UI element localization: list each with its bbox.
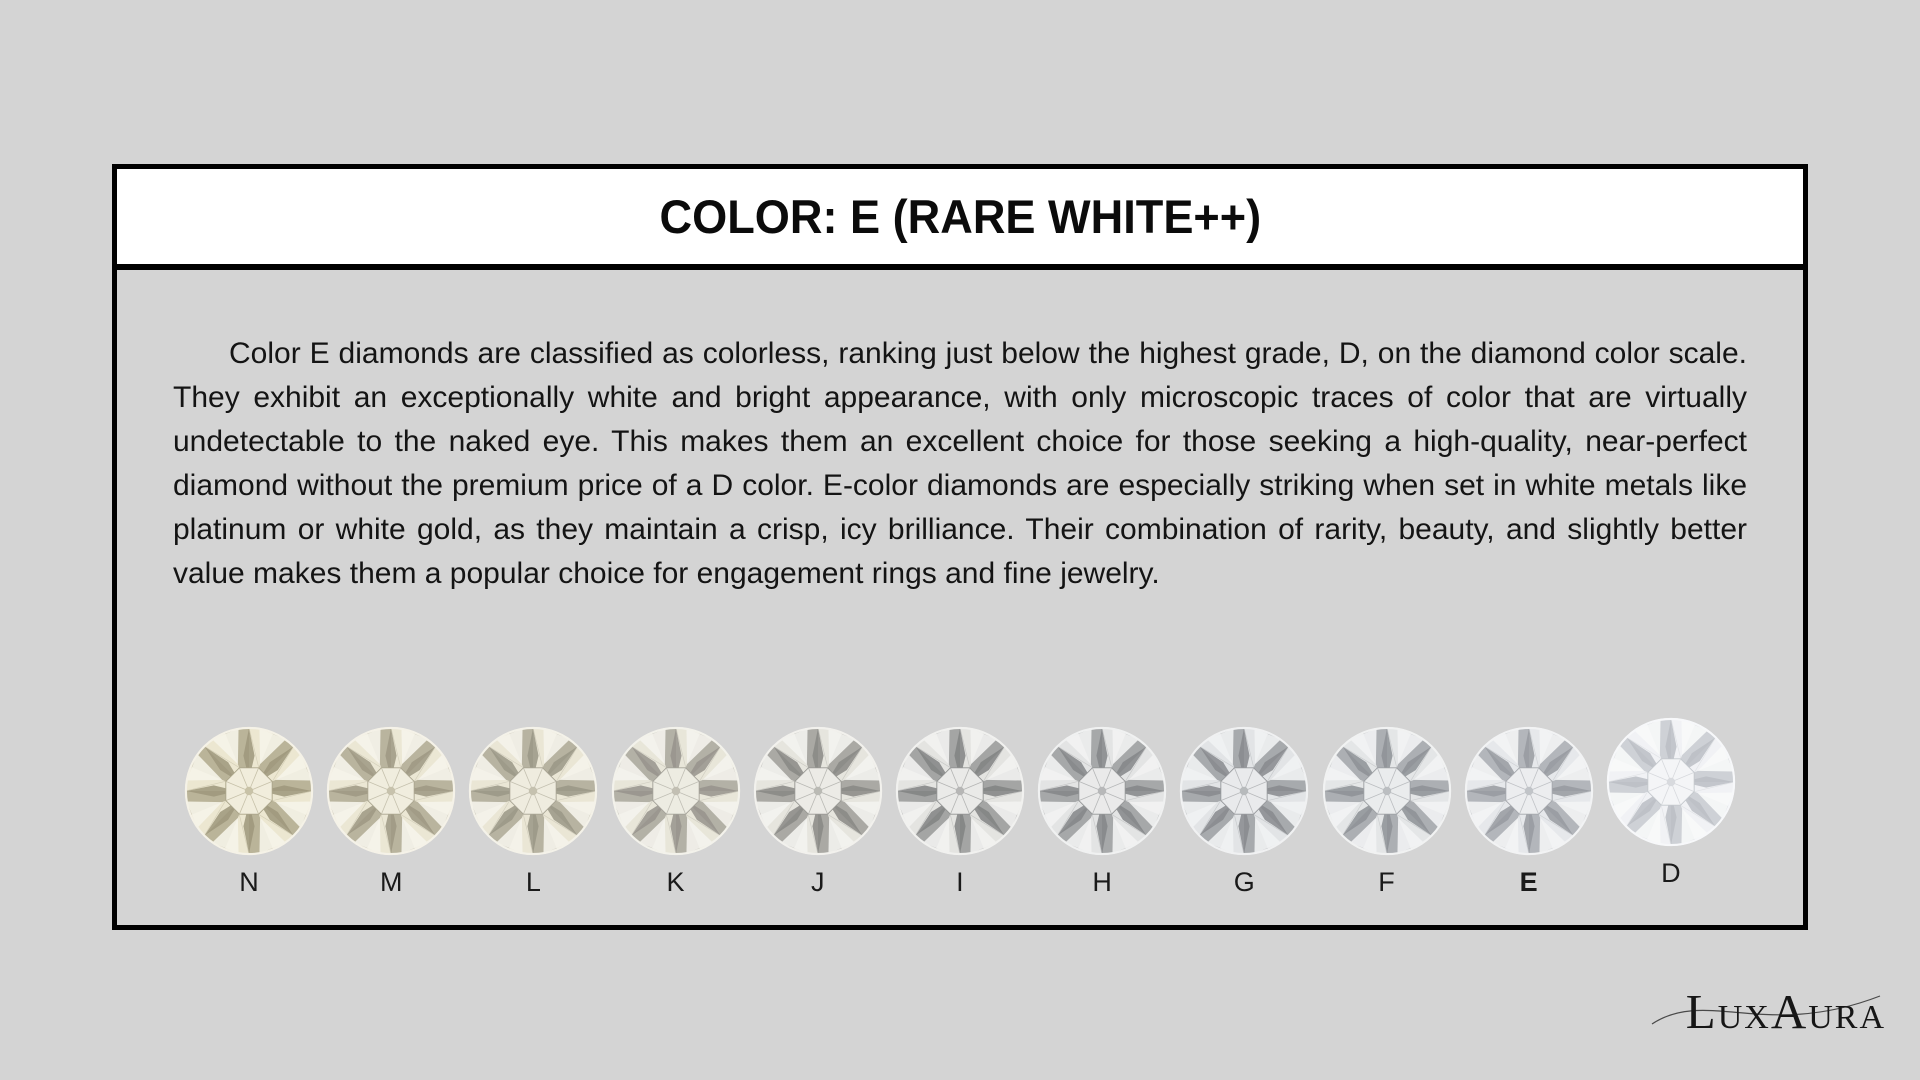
grade-label-N: N [239,867,259,897]
diamond-gem-M [325,725,457,857]
grade-item-K [610,725,742,898]
grade-label-L: L [525,867,541,897]
brand-logo-text: LuxAura [1685,984,1886,1039]
diamond-gem-F [1321,725,1453,857]
diamond-gem-L [467,725,599,857]
color-scale-row [183,725,1737,898]
grade-label-I: I [956,867,964,897]
diamond-gem-J [752,725,884,857]
description-text: Color E diamonds are classified as colorless, ranking just below the highest grade, D, on the diamond color scale. They exhibit an exceptionally white and bright appearance, with only microscopic traces of color that are virtually undetectable to the naked eye. This makes them an excellent choice for those seeking a high-quality, near-perfect diamond without the premium price of a D color. E-color diamonds are especially striking when set in white metals like platinum or white gold, as they maintain a crisp, icy brilliance. Their combination of rarity, beauty, and slightly better value makes them a popular choice for engagement rings and fine jewelry. [173,337,1747,590]
grade-label-M: M [379,867,403,897]
grade-label-H: H [1092,867,1112,897]
grade-label-J: J [811,867,825,897]
grade-item-E [1463,725,1595,898]
grade-item-N [183,725,315,898]
grade-item-H [1036,725,1168,898]
diamond-gem-N [183,725,315,857]
grade-label-D: D [1661,858,1681,888]
diamond-gem-K [610,725,742,857]
diamond-gem-I [894,725,1026,857]
diamond-gem-E [1463,725,1595,857]
grade-item-F [1321,725,1453,898]
card-header [117,169,1803,270]
grade-item-G [1178,725,1310,898]
brand-logo [1646,978,1886,1046]
diamond-gem-H [1036,725,1168,857]
grade-label-K: K [666,867,685,897]
grade-label-F: F [1378,867,1395,897]
diamond-gem-G [1178,725,1310,857]
grade-item-L [467,725,599,898]
grade-item-D [1605,716,1737,889]
info-card [112,164,1808,930]
grade-item-M [325,725,457,898]
grade-item-J [752,725,884,898]
grade-label-E: E [1519,867,1538,897]
grade-label-G: G [1233,867,1255,897]
page-title: COLOR: E (RARE WHITE++) [659,190,1261,243]
grade-item-I [894,725,1026,898]
diamond-gem-D [1605,716,1737,848]
